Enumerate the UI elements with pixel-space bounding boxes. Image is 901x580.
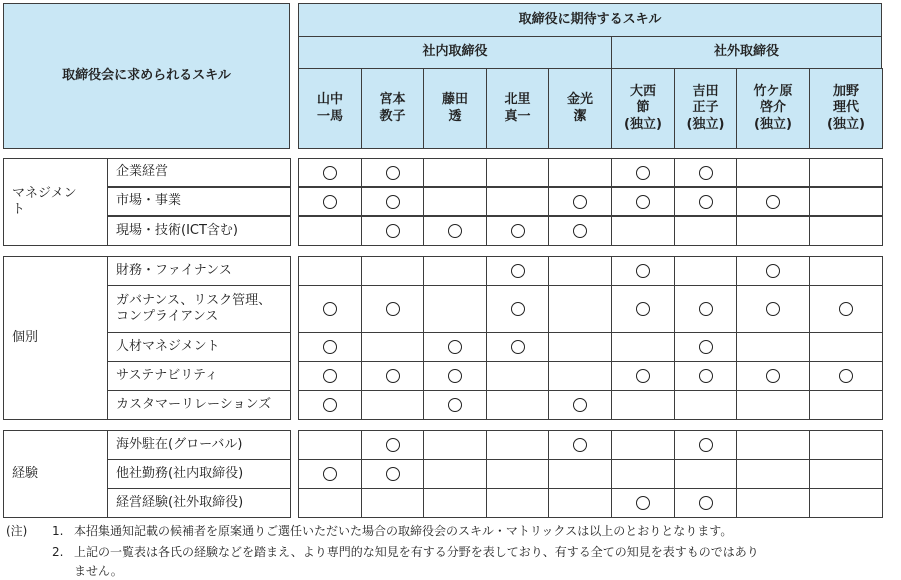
matrix-cell (809, 256, 883, 286)
matrix-cell (486, 256, 549, 286)
skill-name: カスタマーリレーションズ (116, 396, 272, 412)
matrix-cell (674, 187, 737, 216)
circle-mark-icon (636, 496, 650, 510)
matrix-cell (423, 430, 487, 460)
matrix-cell (298, 187, 362, 216)
matrix-cell (736, 256, 810, 286)
circle-mark-icon (573, 224, 587, 238)
matrix-cell (423, 332, 487, 362)
skill-name-cell (107, 332, 291, 362)
matrix-cell (809, 285, 883, 333)
circle-mark-icon (448, 224, 462, 238)
matrix-cell (486, 390, 549, 420)
matrix-cell (809, 488, 883, 518)
skill-name: 財務・ファイナンス (116, 262, 232, 278)
circle-mark-icon (636, 302, 650, 316)
group-label-cell (3, 158, 108, 246)
matrix-cell (674, 216, 737, 246)
skill-name: 現場・技術(ICT含む) (116, 222, 238, 238)
external-directors-header: 社外取締役 (611, 36, 882, 69)
matrix-cell (298, 256, 362, 286)
matrix-cell (486, 332, 549, 362)
matrix-cell (736, 332, 810, 362)
note-2-text: 上記の一覧表は各氏の経験などを踏まえ、より専門的な知見を有する分野を表しており、有する全ての知見を表すものではあり (74, 545, 759, 559)
circle-mark-icon (323, 467, 337, 481)
matrix-cell (361, 488, 424, 518)
director-name: 藤田 透 (441, 92, 468, 124)
matrix-cell (611, 187, 675, 216)
director-name: 北里 真一 (504, 92, 531, 124)
director-name-header (548, 68, 612, 149)
matrix-cell (548, 361, 612, 391)
skill-name: 海外駐在(グローバル) (116, 436, 243, 452)
circle-mark-icon (511, 340, 525, 354)
circle-mark-icon (323, 195, 337, 209)
matrix-cell (423, 361, 487, 391)
note-prefix: (注) (6, 524, 28, 538)
circle-mark-icon (766, 195, 780, 209)
matrix-cell (611, 430, 675, 460)
matrix-cell (361, 285, 424, 333)
matrix-cell (548, 158, 612, 187)
matrix-cell (423, 459, 487, 489)
circle-mark-icon (766, 302, 780, 316)
matrix-cell (674, 256, 737, 286)
circle-mark-icon (573, 398, 587, 412)
circle-mark-icon (386, 302, 400, 316)
matrix-cell (486, 216, 549, 246)
note-1-number: 1. (52, 524, 64, 538)
matrix-cell (298, 332, 362, 362)
matrix-cell (611, 459, 675, 489)
circle-mark-icon (699, 496, 713, 510)
matrix-cell (611, 216, 675, 246)
circle-mark-icon (511, 264, 525, 278)
circle-mark-icon (699, 302, 713, 316)
matrix-cell (361, 430, 424, 460)
director-name: 竹ケ原 啓介 (独立) (753, 84, 793, 132)
director-name-header (736, 68, 810, 149)
matrix-cell (548, 459, 612, 489)
matrix-cell (486, 158, 549, 187)
matrix-cell (486, 187, 549, 216)
matrix-cell (361, 459, 424, 489)
skill-name: 企業経営 (116, 164, 169, 180)
circle-mark-icon (699, 438, 713, 452)
matrix-cell (736, 158, 810, 187)
skill-name-cell (107, 256, 291, 286)
matrix-cell (548, 256, 612, 286)
internal-directors-header: 社内取締役 (298, 36, 612, 69)
matrix-cell (809, 158, 883, 187)
skill-name-cell (107, 361, 291, 391)
director-name-header (298, 68, 362, 149)
matrix-cell (611, 361, 675, 391)
matrix-cell (548, 430, 612, 460)
matrix-cell (298, 390, 362, 420)
circle-mark-icon (636, 369, 650, 383)
skill-name: 市場・事業 (116, 193, 182, 209)
matrix-cell (611, 488, 675, 518)
matrix-cell (423, 187, 487, 216)
matrix-cell (298, 459, 362, 489)
matrix-cell (809, 459, 883, 489)
matrix-cell (611, 390, 675, 420)
circle-mark-icon (699, 166, 713, 180)
matrix-cell (809, 332, 883, 362)
circle-mark-icon (699, 340, 713, 354)
matrix-cell (298, 158, 362, 187)
circle-mark-icon (386, 467, 400, 481)
circle-mark-icon (448, 398, 462, 412)
circle-mark-icon (766, 264, 780, 278)
circle-mark-icon (323, 302, 337, 316)
note-1-text: 本招集通知記載の候補者を原案通りご選任いただいた場合の取締役会のスキル・マトリックスは以上のとおりとなります。 (74, 524, 733, 538)
matrix-cell (674, 488, 737, 518)
circle-mark-icon (386, 195, 400, 209)
matrix-cell (361, 256, 424, 286)
matrix-cell (611, 332, 675, 362)
skill-name-cell (107, 390, 291, 420)
note-2-number: 2. (52, 545, 64, 559)
circle-mark-icon (766, 369, 780, 383)
matrix-cell (298, 285, 362, 333)
matrix-cell (486, 285, 549, 333)
group-label-cell (3, 430, 108, 518)
circle-mark-icon (636, 264, 650, 278)
circle-mark-icon (448, 369, 462, 383)
director-name: 吉田 正子 (独立) (686, 84, 725, 132)
skill-name-cell (107, 216, 291, 246)
skill-name-cell (107, 158, 291, 187)
matrix-cell (809, 187, 883, 216)
matrix-cell (361, 187, 424, 216)
director-name: 金光 潔 (566, 92, 593, 124)
matrix-cell (736, 216, 810, 246)
circle-mark-icon (511, 302, 525, 316)
matrix-cell (423, 285, 487, 333)
matrix-cell (736, 285, 810, 333)
matrix-cell (361, 361, 424, 391)
skill-name-cell (107, 187, 291, 216)
matrix-cell (423, 216, 487, 246)
matrix-cell (611, 256, 675, 286)
matrix-cell (298, 430, 362, 460)
circle-mark-icon (573, 438, 587, 452)
circle-mark-icon (386, 369, 400, 383)
matrix-cell (736, 361, 810, 391)
row-header-title: 取締役会に求められるスキル (3, 3, 290, 149)
group-label: 個別 (12, 329, 39, 345)
matrix-cell (736, 488, 810, 518)
circle-mark-icon (699, 369, 713, 383)
matrix-cell (548, 390, 612, 420)
matrix-cell (298, 488, 362, 518)
group-label: 経験 (12, 465, 39, 481)
matrix-cell (674, 430, 737, 460)
matrix-cell (674, 285, 737, 333)
circle-mark-icon (323, 166, 337, 180)
expected-skills-header: 取締役に期待するスキル (298, 3, 882, 37)
matrix-cell (486, 459, 549, 489)
matrix-cell (736, 459, 810, 489)
matrix-cell (548, 285, 612, 333)
matrix-cell (736, 187, 810, 216)
matrix-cell (809, 390, 883, 420)
circle-mark-icon (839, 369, 853, 383)
director-name: 宮本 教子 (379, 92, 406, 124)
circle-mark-icon (699, 195, 713, 209)
matrix-cell (611, 285, 675, 333)
circle-mark-icon (511, 224, 525, 238)
skill-name: 経営経験(社外取締役) (116, 494, 244, 510)
matrix-cell (486, 430, 549, 460)
matrix-cell (674, 459, 737, 489)
director-name: 加野 理代 (独立) (827, 84, 865, 132)
matrix-cell (423, 256, 487, 286)
circle-mark-icon (386, 438, 400, 452)
matrix-cell (809, 216, 883, 246)
skill-name-cell (107, 488, 291, 518)
matrix-cell (548, 216, 612, 246)
matrix-cell (736, 390, 810, 420)
matrix-cell (548, 187, 612, 216)
matrix-cell (298, 216, 362, 246)
matrix-cell (298, 361, 362, 391)
director-name-header (674, 68, 737, 149)
director-name: 大西 節 (独立) (624, 84, 662, 132)
circle-mark-icon (839, 302, 853, 316)
skill-name: 他社勤務(社内取締役) (116, 465, 244, 481)
matrix-cell (423, 390, 487, 420)
skill-name-cell (107, 459, 291, 489)
matrix-cell (674, 332, 737, 362)
matrix-cell (423, 158, 487, 187)
matrix-cell (736, 430, 810, 460)
skill-name-cell (107, 430, 291, 460)
skill-name: サステナビリティ (116, 367, 218, 383)
skill-name-cell (107, 285, 291, 333)
skill-name: ガバナンス、リスク管理、 コンプライアンス (116, 292, 272, 324)
matrix-cell (486, 361, 549, 391)
matrix-cell (361, 216, 424, 246)
matrix-cell (674, 158, 737, 187)
skill-name: 人材マネジメント (116, 338, 220, 354)
circle-mark-icon (636, 166, 650, 180)
circle-mark-icon (323, 398, 337, 412)
circle-mark-icon (636, 195, 650, 209)
matrix-cell (361, 332, 424, 362)
group-label-cell (3, 256, 108, 420)
note-2-text-continued: ません。 (74, 564, 123, 578)
matrix-cell (361, 158, 424, 187)
circle-mark-icon (448, 340, 462, 354)
director-name-header (486, 68, 549, 149)
matrix-cell (611, 158, 675, 187)
matrix-cell (423, 488, 487, 518)
matrix-cell (486, 488, 549, 518)
circle-mark-icon (386, 166, 400, 180)
matrix-cell (548, 488, 612, 518)
matrix-cell (361, 390, 424, 420)
group-label: マネジメン ト (12, 185, 77, 217)
circle-mark-icon (386, 224, 400, 238)
matrix-cell (809, 361, 883, 391)
circle-mark-icon (573, 195, 587, 209)
director-name-header (361, 68, 424, 149)
matrix-cell (809, 430, 883, 460)
director-name-header (809, 68, 883, 149)
circle-mark-icon (323, 340, 337, 354)
director-name-header (423, 68, 487, 149)
director-name-header (611, 68, 675, 149)
matrix-cell (674, 390, 737, 420)
director-name: 山中 一馬 (316, 92, 343, 124)
circle-mark-icon (323, 369, 337, 383)
matrix-cell (548, 332, 612, 362)
matrix-cell (674, 361, 737, 391)
